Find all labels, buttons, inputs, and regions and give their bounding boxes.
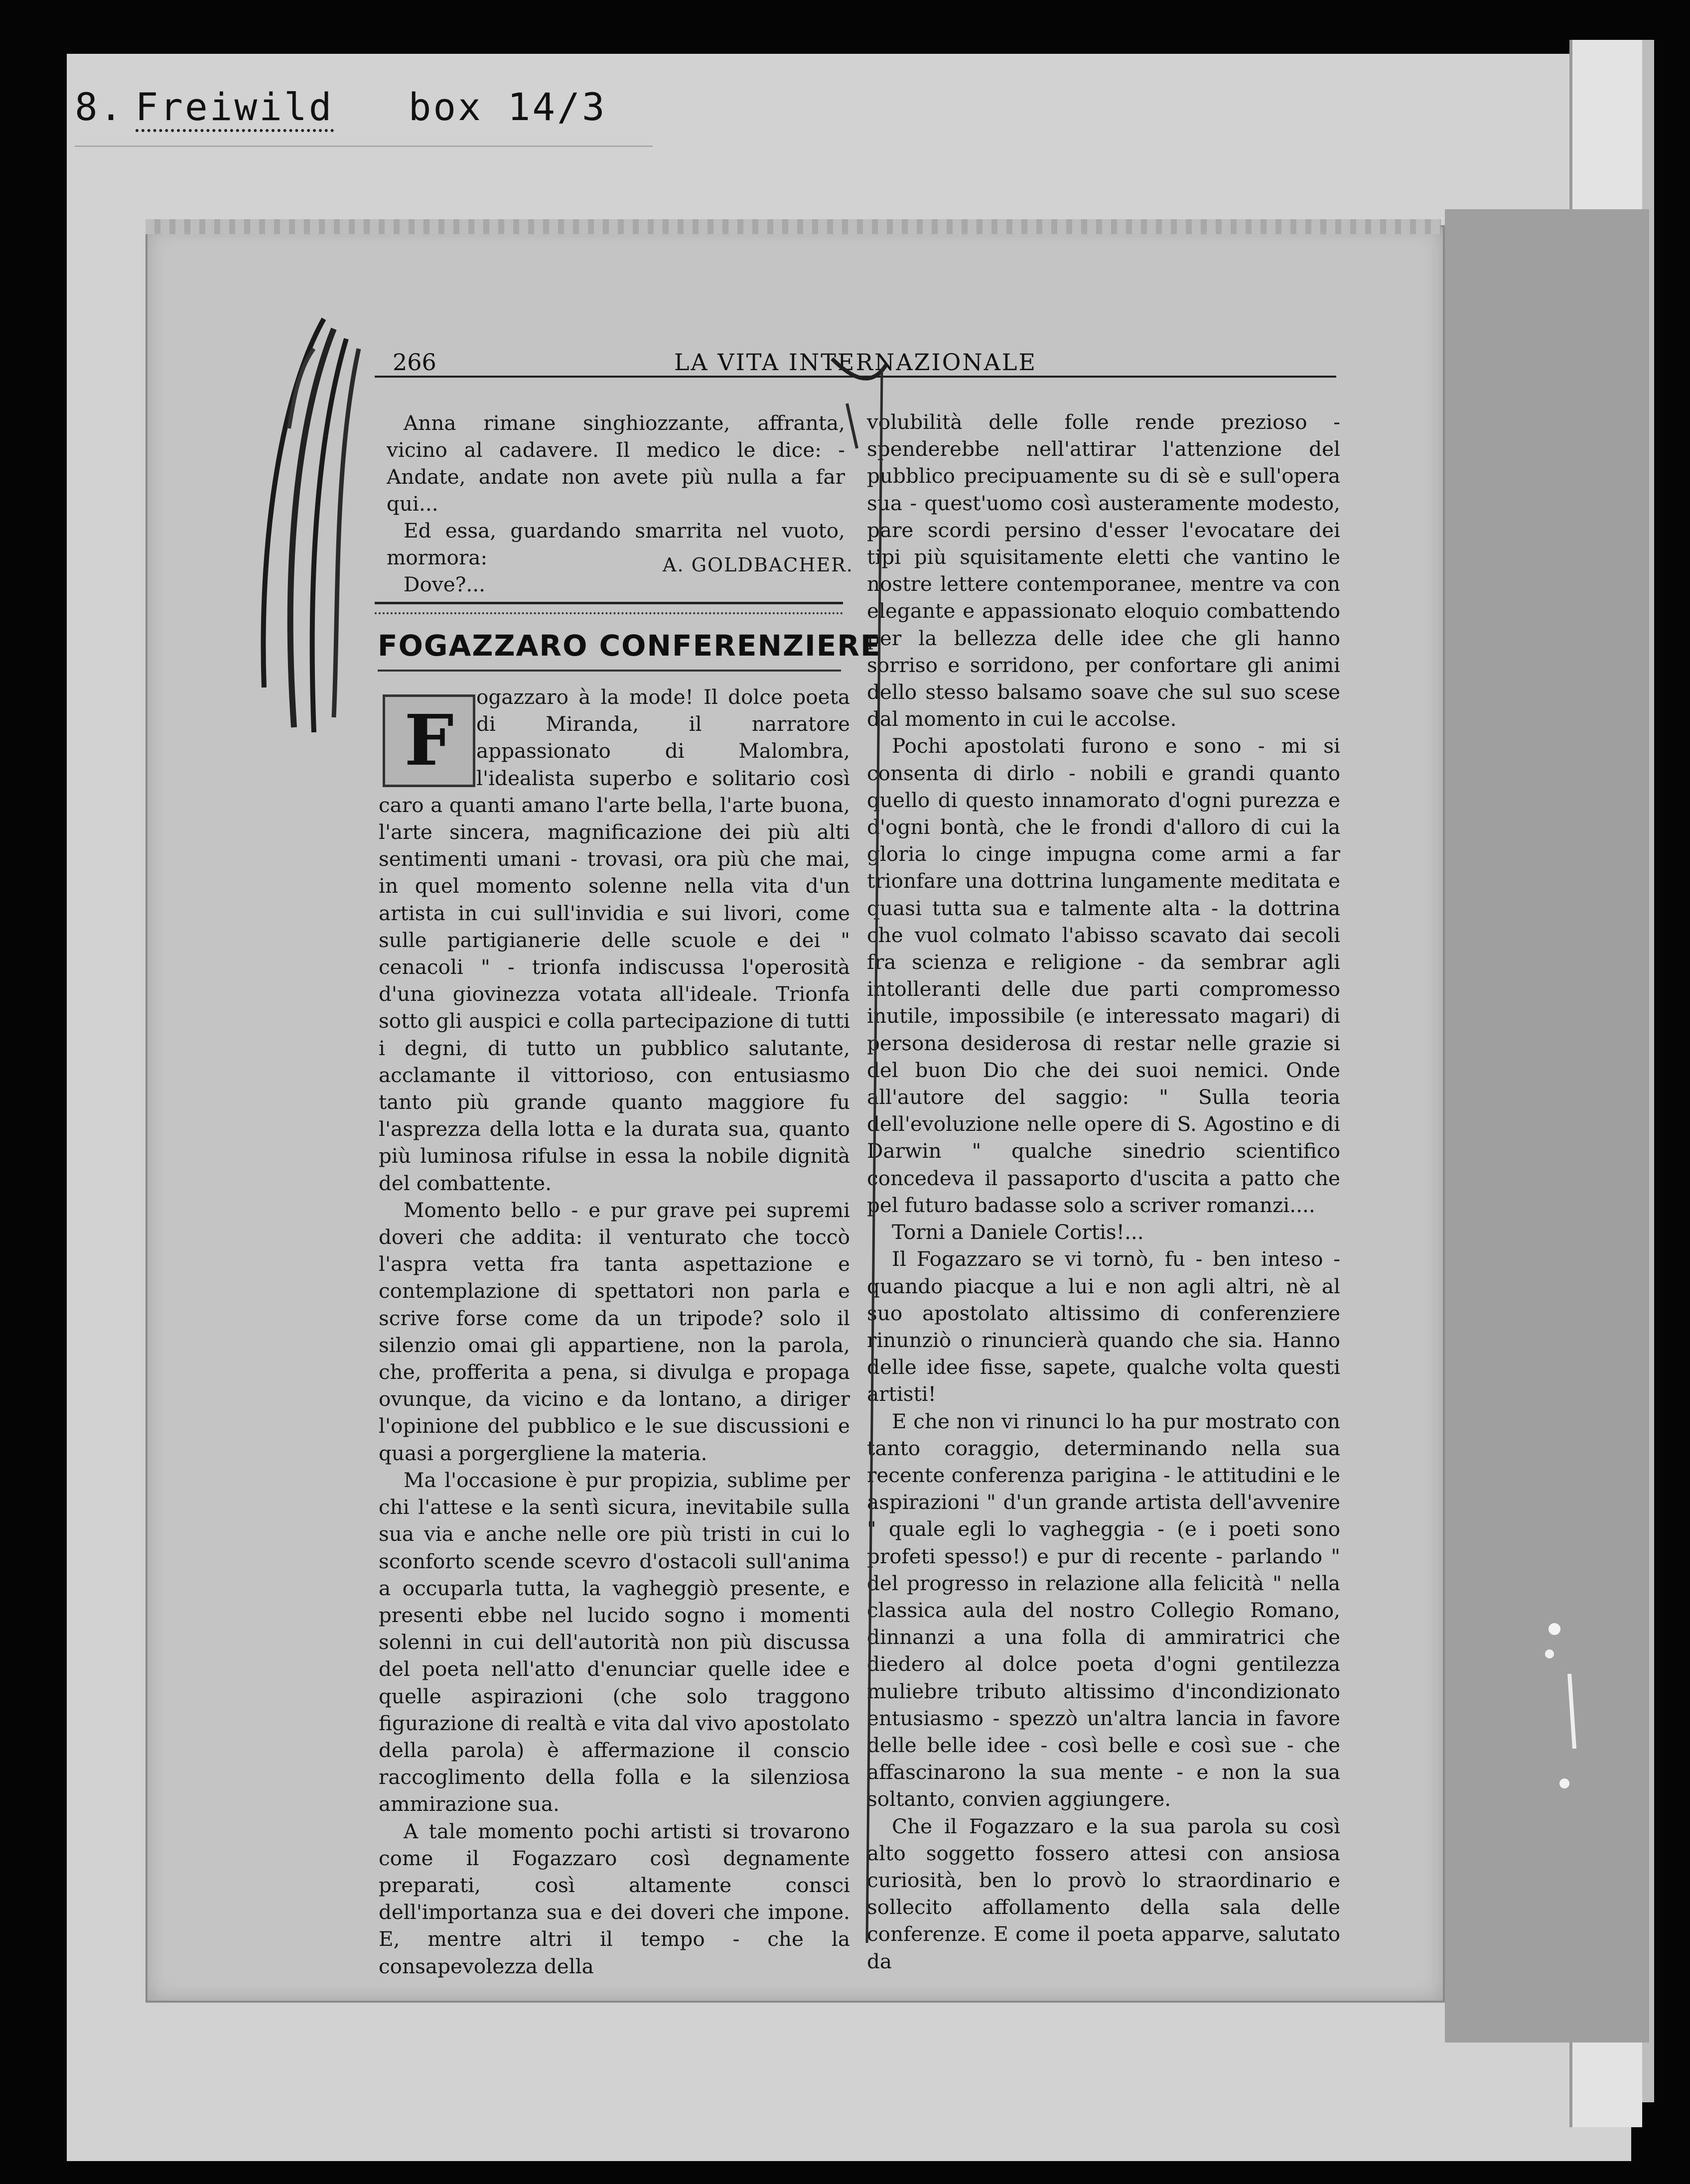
drop-cap-letter: F bbox=[383, 694, 475, 787]
article-paragraph: volubilità delle folle rende prezioso - spenderebbe nell'attirar l'attenzione del pubblico precipuamente su di sè e sull'opera sua - quest'uomo così austeramente modesto, pare scordi persino d'esser l'evocatare dei tipi più squisitamente eletti che vantino le nostre lettere contemporanee, mentre va con elegante e appassionato eloquio combattendo per la bellezza delle idee che gli hanno sorriso e sorridono, per confortare gli animi dello stesso balsamo soave che sul suo scese dal momento in cui le accolse. bbox=[867, 410, 1340, 731]
article-paragraph: A tale momento pochi artisti si trovarono come il Fogazzaro così degnamente preparati, così altamente consci dell'importanza sua e dei doveri che impone. E, mentre altri il tempo - che la consapevolezza della bbox=[379, 1819, 850, 1978]
archive-number: 8. bbox=[75, 85, 125, 129]
article-title: FOGAZZARO CONFERENZIERE bbox=[378, 629, 881, 663]
article-paragraph: Pochi apostolati furono e sono - mi si consenta di dirlo - nobili e grandi quanto quello di questo innamorato d'ogni purezza e d'ogni bontà, che le frondi d'alloro di cui la gloria lo cinge impugna come armi a far trionfare una dottrina lungamente meditata e quasi tutta sua e talmente alta - la dottrina che vuol colmato l'abisso scavato dai secoli fra scienza e religione - da sembrar agli intolleranti delle due parti compromesso inutile, impossibile (e interessato magari) di persona desiderosa di restar nelle grazie si del buon Dio che dei suoi nemici. Onde all'autore del saggio: " Sulla teoria dell'evoluzione nelle opere di S. Agostino e di Darwin " qualche sinedrio scientifico concedeva il passaporto d'uscita a patto che pel futuro badasse solo a scriver romanzi.... bbox=[867, 734, 1340, 1217]
title-underline bbox=[378, 670, 841, 672]
previous-story-paragraph: Ed essa, guardando smarrita nel vuoto, mormora: bbox=[387, 519, 845, 569]
archive-label bbox=[75, 85, 607, 129]
article-separator bbox=[375, 602, 843, 614]
article-right-column bbox=[867, 409, 1340, 1975]
pencil-mark bbox=[239, 299, 399, 747]
pencil-column-mark bbox=[817, 349, 917, 1993]
previous-story-paragraph: Anna rimane singhiozzante, affranta, vicino al cadavere. Il medico le dice: - Andate, andate non avete più nulla a far qui... bbox=[387, 411, 845, 516]
article-paragraph: Torni a Daniele Cortis!... bbox=[892, 1220, 1144, 1244]
previous-story-paragraph: Dove?... bbox=[404, 572, 486, 596]
clipping-torn-edge bbox=[145, 219, 1441, 234]
author-signature: A. GOLDBACHER. bbox=[663, 554, 853, 576]
article-paragraph: Che il Fogazzaro e la sua parola su così alto soggetto fossero attesi con ansiosa curiosità, ben lo provò lo straordinario e sollecito affollamento della sala delle conferenze. E come il poeta apparve, salutato da bbox=[867, 1814, 1340, 1973]
journal-title: LA VITA INTERNAZIONALE bbox=[674, 349, 1037, 376]
archive-box: box 14/3 bbox=[408, 85, 607, 129]
article-paragraph: E che non vi rinunci lo ha pur mostrato con tanto coraggio, determinando nella sua recente conferenza parigina - le attitudini e le aspirazioni " d'un grande artista dell'avvenire " quale egli lo vagheggia - (e i poeti sono profeti spesso!) e pur di recente - parlando " del progresso in relazione alla felicità " nella classica aula del nostro Collegio Romano, dinnanzi a una folla di ammiratrici che diedero al dolce poeta d'ogni gentilezza muliebre tributo altissimo d'incondizionato entusiasmo - spezzò un'altra lancia in favore delle belle idee - così belle e così sue - che affascinarono la sua mente - e non la sua soltanto, convien aggiungere. bbox=[867, 1409, 1340, 1811]
label-rule bbox=[75, 145, 653, 147]
article-paragraph: ogazzaro à la mode! Il dolce poeta di Miranda, il narratore appassionato di Malombra, l'idealista superbo e solitario così caro a quanti amano l'arte bella, l'arte buona, l'arte sincera, magnificazione dei più alti sentimenti umani - trovasi, ora più che mai, in quel momento solenne nella vita d'un artista in cui sull'invidia e sui livori, come sulle partigianerie delle scuole e dei " cenacoli " - trionfa indiscussa l'operosità d'una giovinezza votata all'ideale. Trionfa sotto gli auspici e colla partecipazione di tutti i degni, di tutto un pubblico salutante, acclamante il vittorioso, con entusiasmo tanto più grande quanto maggiore fu l'asprezza della lotta e la durata sua, quanto più luminosa rifulse in essa la nobile dignità del combattente. bbox=[379, 685, 850, 1195]
article-paragraph: Momento bello - e pur grave pei supremi doveri che addita: il venturato che toccò l'aspra vetta fra tanta aspettazione e contemplazione di spettatori non parla e scrive forse come da un tripode? solo il silenzio omai gli appartiene, non la parola, che, profferita a pena, si divulga e propaga ovunque, da vicino e da lontano, a diriger l'opinione del pubblico e le sue discussioni e quasi a porgergliene la materia. bbox=[379, 1198, 850, 1465]
article-paragraph: Il Fogazzaro se vi tornò, fu - ben inteso - quando piacque a lui e non agli altri, nè al suo apostolato altissimo di conferenziere rinunziò o rinuncierà quando che sia. Hanno delle idee fisse, sapete, qualche volta questi artisti! bbox=[867, 1247, 1340, 1406]
scan-dust-marks bbox=[1535, 1619, 1594, 1818]
page-number: 266 bbox=[393, 349, 436, 376]
article-paragraph: Ma l'occasione è pur propizia, sublime per chi l'attese e la sentì sicura, inevitabile sulla sua via e anche nelle ore più tristi in cui lo sconforto scende scevro d'ostacoli sull'anima a occuparla tutta, la vagheggiò presente, e presenti ebbe nel lucido sogno i momenti solenni in cui dell'autorità non più discussa del poeta nell'atto d'enunciar quelle idee e quelle aspirazioni (che solo traggono figurazione di realtà e vita dal vivo apostolato della parola) è affermazione il conscio raccoglimento della folla e la silenziosa ammirazione sua. bbox=[379, 1468, 850, 1816]
archive-name: Freiwild bbox=[136, 85, 334, 132]
article-left-column bbox=[379, 683, 850, 1980]
